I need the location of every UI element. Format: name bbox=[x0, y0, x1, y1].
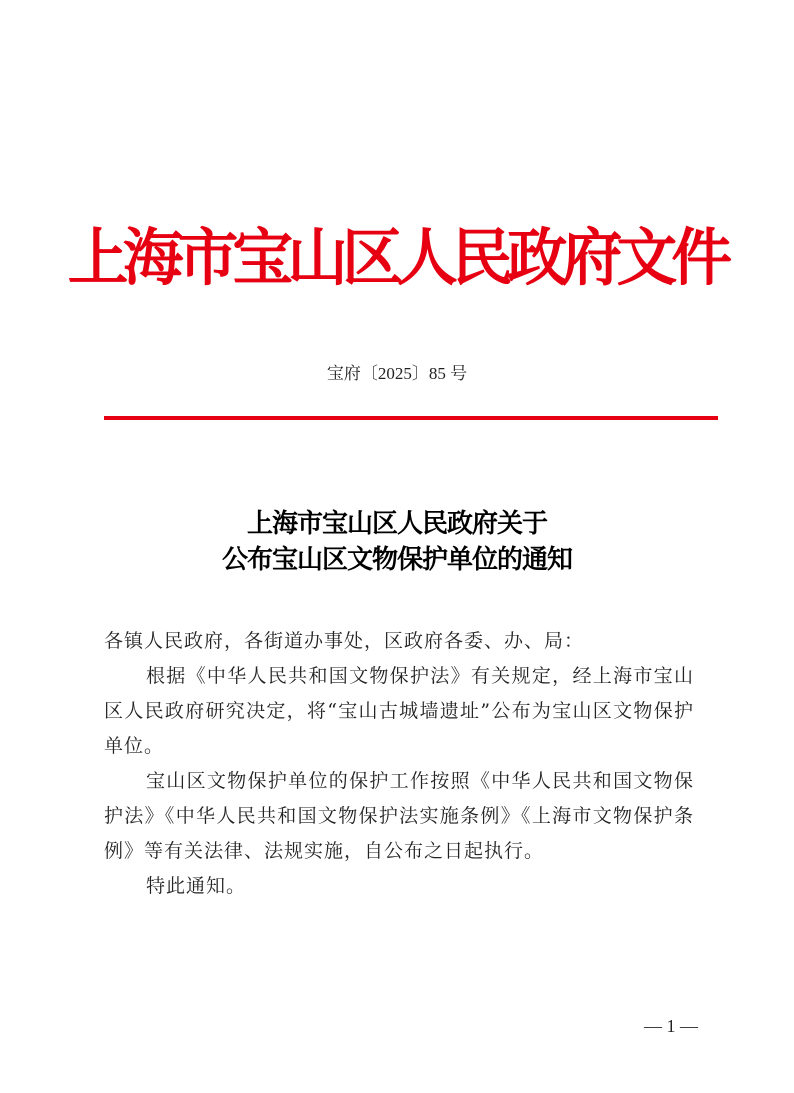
notice-title-line-1: 上海市宝山区人民政府关于 bbox=[246, 509, 547, 539]
salutation: 各镇人民政府，各街道办事处，区政府各委、办、局： bbox=[104, 630, 585, 652]
page-number: — 1 — bbox=[644, 1016, 698, 1036]
masthead-title: 上海市宝山区人民政府文件 bbox=[67, 221, 727, 294]
body-paragraph-closing: 特此通知。 bbox=[146, 875, 247, 897]
notice-title-line-2: 公布宝山区文物保护单位的通知 bbox=[221, 545, 572, 575]
document-number: 宝府〔2025〕85 号 bbox=[326, 364, 468, 383]
notice-title bbox=[0, 506, 794, 578]
body-paragraph-1: 根据《中华人民共和国文物保护法》有关规定，经上海市宝山区人民政府研究决定，将“宝山古城墙遗址”公布为宝山区文物保护单位。 bbox=[104, 665, 694, 757]
notice-body bbox=[104, 624, 694, 904]
red-divider-line bbox=[104, 416, 718, 420]
body-paragraph-2: 宝山区文物保护单位的保护工作按照《中华人民共和国文物保护法》《中华人民共和国文物保护法实施条例》《上海市文物保护条例》等有关法律、法规实施，自公布之日起执行。 bbox=[104, 770, 694, 862]
